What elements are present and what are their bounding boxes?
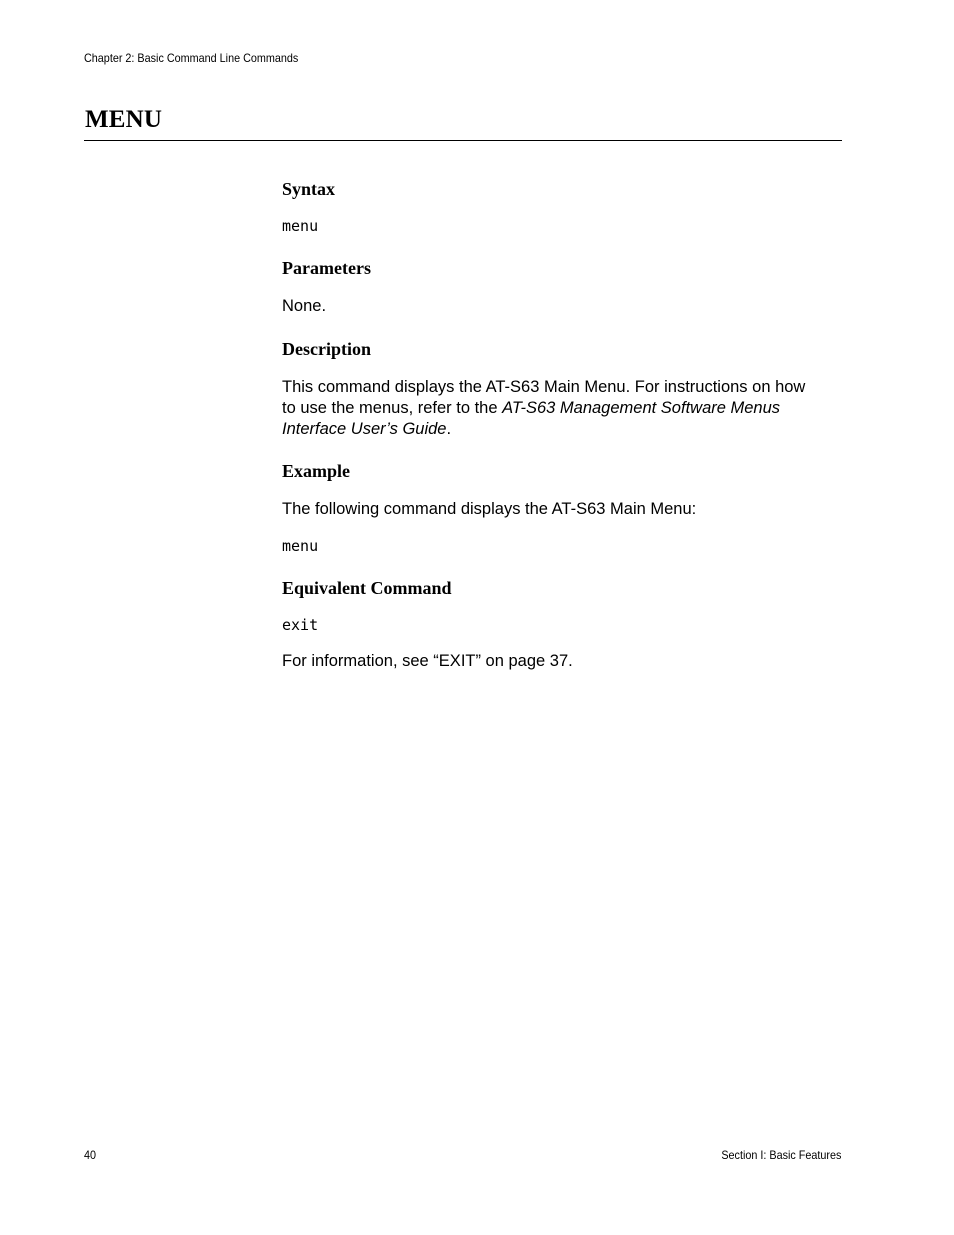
description-heading: Description — [282, 339, 371, 359]
example-heading: Example — [282, 461, 351, 481]
title-rule — [84, 140, 842, 141]
description-line-1: This command displays the AT-S63 Main Menu. For instructions on how — [282, 378, 806, 396]
running-footer-section: Section I: Basic Features — [720, 1148, 841, 1162]
parameters-heading: Parameters — [282, 258, 371, 278]
equivalent-command-heading: Equivalent Command — [282, 578, 452, 598]
parameters-text: None. — [282, 297, 327, 315]
running-header: Chapter 2: Basic Command Line Commands — [84, 51, 299, 65]
equivalent-command-code: exit — [282, 616, 319, 634]
description-text — [282, 377, 842, 440]
syntax-heading: Syntax — [282, 179, 336, 199]
example-code: menu — [282, 537, 319, 555]
example-text: The following command displays the AT-S63 Main Menu: — [282, 500, 697, 518]
description-line-2-text: to use the menus, refer to the — [282, 399, 503, 417]
syntax-code: menu — [282, 217, 319, 235]
equivalent-command-text: For information, see “EXIT” on page 37. — [282, 652, 573, 670]
description-line-3 — [282, 419, 842, 440]
guide-title-part-1: AT-S63 Management Software Menus — [502, 399, 781, 417]
description-line-3-text: . — [446, 420, 452, 438]
guide-title-part-2: Interface User’s Guide — [282, 420, 447, 438]
description-line-2 — [282, 398, 842, 419]
page-title: MENU — [85, 106, 163, 133]
page-number: 40 — [84, 1148, 97, 1162]
